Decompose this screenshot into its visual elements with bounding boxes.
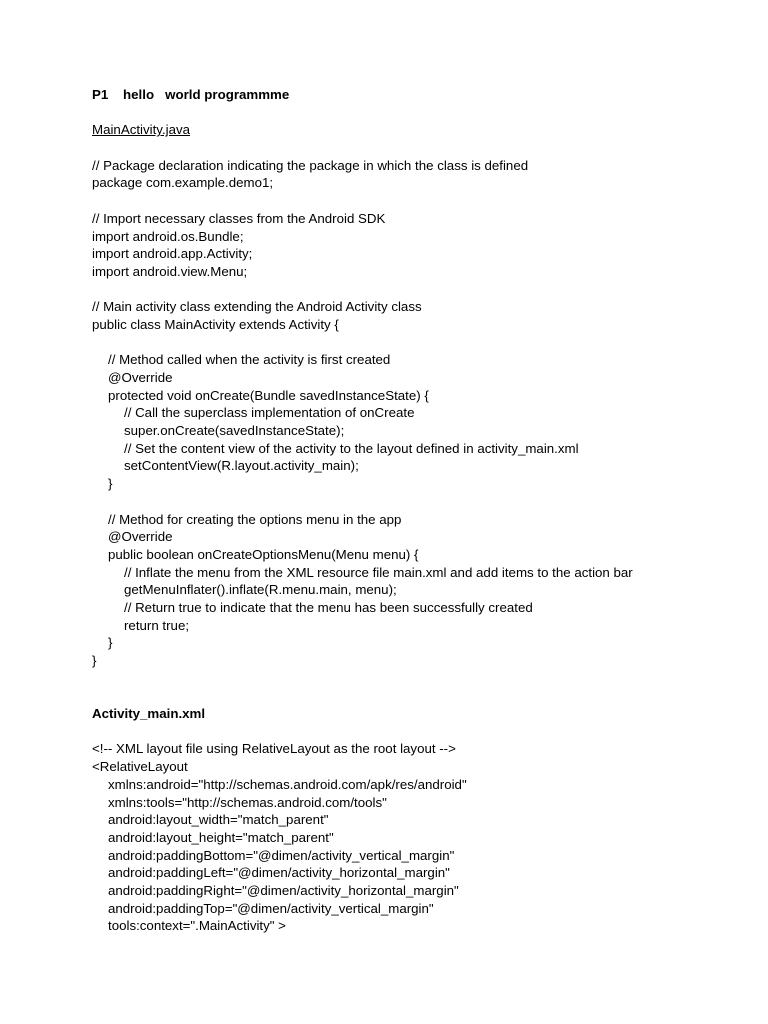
code-line: <!-- XML layout file using RelativeLayout as the root layout --> — [92, 741, 456, 757]
code-line — [92, 281, 752, 299]
code-line: xmlns:android="http://schemas.android.com/apk/res/android" — [108, 776, 467, 792]
code-line: @Override — [108, 370, 173, 385]
code-line: xmlns:tools="http://schemas.android.com/tools" — [108, 794, 387, 810]
code-line: getMenuInflater().inflate(R.menu.main, menu); — [124, 582, 397, 598]
code-line: // Call the superclass implementation of onCreate — [124, 405, 415, 421]
code-line: android:paddingRight="@dimen/activity_horizontal_margin" — [108, 882, 459, 898]
code-line: import android.app.Activity; — [92, 246, 253, 262]
code-line: protected void onCreate(Bundle savedInstanceState) { — [108, 387, 429, 403]
code-line: } — [108, 476, 113, 492]
code-line: // Inflate the menu from the XML resource file main.xml and add items to the action bar — [124, 564, 633, 580]
document-title: P1 hello world programmme — [92, 87, 290, 102]
code-line: package com.example.demo1; — [92, 175, 274, 191]
code-line — [92, 493, 752, 511]
code-line: android:paddingLeft="@dimen/activity_horizontal_margin" — [108, 865, 450, 881]
code-line: super.onCreate(savedInstanceState); — [124, 423, 345, 439]
spacer — [92, 104, 752, 122]
code-line: // Set the content view of the activity to the layout defined in activity_main.xml — [124, 440, 579, 456]
code-line: import android.os.Bundle; — [92, 228, 244, 244]
code-line: setContentView(R.layout.activity_main); — [124, 458, 359, 474]
code-line: public class MainActivity extends Activity { — [92, 316, 339, 332]
code-line: android:paddingTop="@dimen/activity_vertical_margin" — [108, 900, 434, 916]
code-line — [92, 192, 752, 210]
code-line: public boolean onCreateOptionsMenu(Menu menu) { — [108, 546, 419, 562]
code-line: // Return true to indicate that the menu has been successfully created — [124, 599, 533, 615]
code-line: // Method for creating the options menu in the app — [108, 511, 402, 527]
spacer — [92, 139, 752, 157]
code-line: import android.view.Menu; — [92, 263, 248, 279]
code-line — [92, 334, 752, 352]
code-line: // Method called when the activity is first created — [108, 352, 391, 368]
code-block-mainactivity — [92, 157, 752, 670]
document-page — [92, 86, 752, 935]
spacer — [92, 723, 752, 741]
code-line: } — [108, 635, 113, 651]
section-heading-activity-main-xml: Activity_main.xml — [92, 706, 206, 722]
code-line: <RelativeLayout — [92, 759, 188, 775]
code-line: } — [92, 653, 97, 668]
code-line: // Main activity class extending the Android Activity class — [92, 299, 422, 315]
code-line: // Package declaration indicating the package in which the class is defined — [92, 157, 529, 173]
spacer — [92, 670, 752, 688]
code-line: android:layout_height="match_parent" — [108, 829, 334, 845]
code-line: tools:context=".MainActivity" > — [108, 918, 286, 934]
section-heading-mainactivity: MainActivity.java — [92, 122, 191, 138]
code-line: @Override — [108, 529, 173, 545]
code-line: // Import necessary classes from the Android SDK — [92, 210, 386, 226]
code-line: android:layout_width="match_parent" — [108, 812, 329, 828]
spacer — [92, 687, 752, 705]
code-block-activity-main-xml — [92, 740, 752, 935]
code-line: return true; — [124, 617, 190, 633]
code-line: android:paddingBottom="@dimen/activity_vertical_margin" — [108, 847, 455, 863]
